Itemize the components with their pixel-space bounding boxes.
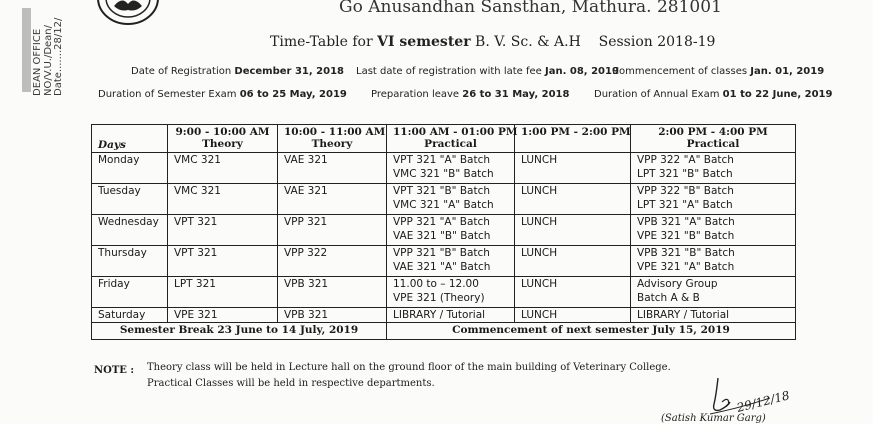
practical-cell (387, 277, 515, 308)
batch-line: VMC 321 "B" Batch (393, 168, 494, 180)
title-semester: VI semester (377, 34, 471, 50)
practical-cell (631, 153, 796, 184)
batch-line: VMC 321 "A" Batch (393, 199, 494, 211)
lunch-cell: LUNCH (515, 153, 631, 184)
column-header-5 (631, 125, 796, 153)
lunch-cell: LUNCH (515, 277, 631, 308)
semester-break: Semester Break 23 June to 14 July, 2019 (92, 323, 387, 340)
note-line-2: Practical Classes will be held in respective departments. (147, 378, 435, 389)
prep-value: 26 to 31 May, 2018 (462, 89, 570, 100)
batch-line: VPB 321 "A" Batch (637, 216, 735, 228)
advisory-line: Batch A & B (637, 292, 700, 304)
advisory-cell (631, 277, 796, 308)
stamp-line-3: Date.......28/12/ (53, 17, 64, 96)
batch-line: VAE 321 "B" Batch (393, 230, 491, 242)
institution-logo (96, 0, 160, 26)
practical-cell (387, 184, 515, 215)
day-cell: Friday (92, 277, 168, 308)
day-cell: Monday (92, 153, 168, 184)
semester-exam-duration (98, 89, 347, 100)
lunch-cell: LUNCH (515, 215, 631, 246)
slot-cell: VMC 321 (168, 153, 278, 184)
column-header-1 (168, 125, 278, 153)
commencement-value: Jan. 01, 2019 (750, 66, 825, 77)
day-cell: Wednesday (92, 215, 168, 246)
lunch-cell: LUNCH (515, 246, 631, 277)
column-header-3 (387, 125, 518, 153)
annual-label: Duration of Annual Exam (594, 89, 720, 100)
library-cell: LIBRARY / Tutorial (631, 308, 796, 323)
timetable-header-row (92, 125, 796, 153)
late-fee-value: Jan. 08, 2019 (545, 66, 619, 77)
table-row (92, 246, 796, 277)
batch-line: VPP 322 "B" Batch (637, 185, 734, 197)
batch-line: VPE 321 "A" Batch (637, 261, 735, 273)
column-header-4 (515, 125, 631, 153)
column-5-time: 2:00 PM - 4:00 PM (658, 126, 768, 138)
break-row (92, 323, 796, 340)
column-header-2 (278, 125, 387, 153)
practical-cell (387, 246, 515, 277)
practical-cell (631, 246, 796, 277)
lunch-cell: LUNCH (515, 184, 631, 215)
table-row (92, 184, 796, 215)
slot-cell: VPP 322 (278, 246, 387, 277)
slot-cell: VMC 321 (168, 184, 278, 215)
dean-office-stamp (22, 0, 64, 98)
institution-line: Go Anusandhan Sansthan, Mathura. 281001 (339, 0, 722, 17)
next-semester: Commencement of next semester July 15, 2019 (387, 323, 796, 340)
commencement-date (612, 66, 824, 77)
exam-value: 06 to 25 May, 2019 (239, 89, 347, 100)
practical-cell (631, 215, 796, 246)
table-row (92, 215, 796, 246)
batch-line: VPT 321 "B" Batch (393, 185, 491, 197)
slot-cell: VPP 321 (278, 215, 387, 246)
slot-cell: VAE 321 (278, 153, 387, 184)
signatory-name: (Satish Kumar Garg) (661, 413, 766, 424)
batch-line: VPE 321 "B" Batch (637, 230, 735, 242)
title-course: B. V. Sc. & A.H (475, 34, 581, 50)
practical-cell (631, 184, 796, 215)
slot-cell: VAE 321 (278, 184, 387, 215)
slot-cell: VPT 321 (168, 215, 278, 246)
slot-cell: VPB 321 (278, 277, 387, 308)
late-fee-date (356, 66, 619, 77)
table-row (92, 277, 796, 308)
table-row (92, 308, 796, 323)
advisory-line: Advisory Group (637, 278, 718, 290)
batch-line: VPP 321 "B" Batch (393, 247, 490, 259)
title-session: Session 2018-19 (598, 34, 716, 50)
theory-line: VPE 321 (Theory) (393, 292, 485, 304)
note-label: NOTE : (94, 365, 135, 376)
stamp-line-1: DEAN OFFICE (32, 28, 43, 96)
days-header: Days (92, 125, 168, 153)
signature-date: 29/12/18 (735, 388, 792, 415)
title-prefix: Time-Table for (270, 34, 373, 50)
registration-value: December 31, 2018 (234, 66, 344, 77)
batch-line: LPT 321 "B" Batch (637, 168, 733, 180)
page-title (270, 34, 715, 50)
slot-cell: VPE 321 (168, 308, 278, 323)
time-line: 11.00 to – 12.00 (393, 278, 479, 290)
annual-value: 01 to 22 June, 2019 (722, 89, 833, 100)
batch-line: VPP 322 "A" Batch (637, 154, 734, 166)
column-3-time: 11:00 AM - 01:00 PM (393, 126, 518, 138)
prep-label: Preparation leave (371, 89, 460, 100)
registration-date (131, 66, 344, 77)
lunch-cell: LUNCH (515, 308, 631, 323)
annual-exam-duration (594, 89, 832, 100)
batch-line: VAE 321 "A" Batch (393, 261, 491, 273)
registration-label: Date of Registration (131, 66, 232, 77)
day-cell: Saturday (92, 308, 168, 323)
column-1-time: 9:00 - 10:00 AM (175, 126, 270, 138)
slot-cell: VPT 321 (168, 246, 278, 277)
practical-cell (387, 153, 515, 184)
batch-line: VPB 321 "B" Batch (637, 247, 735, 259)
slot-cell: VPB 321 (278, 308, 387, 323)
batch-line: LPT 321 "A" Batch (637, 199, 733, 211)
slot-cell: LPT 321 (168, 277, 278, 308)
commencement-label: Commencement of classes (612, 66, 748, 77)
note-line-1: Theory class will be held in Lecture hall on the ground floor of the main building of Veterinary College. (147, 362, 671, 373)
late-fee-label: Last date of registration with late fee (356, 66, 542, 77)
column-3-type: Practical (424, 138, 477, 150)
practical-cell (387, 215, 515, 246)
day-cell: Thursday (92, 246, 168, 277)
timetable (91, 124, 796, 340)
table-row (92, 153, 796, 184)
batch-line: VPT 321 "A" Batch (393, 154, 491, 166)
column-4-time: 1:00 PM - 2:00 PM (521, 126, 631, 138)
column-2-time: 10:00 - 11:00 AM (284, 126, 386, 138)
library-cell: LIBRARY / Tutorial (387, 308, 515, 323)
exam-label: Duration of Semester Exam (98, 89, 237, 100)
stamp-border (22, 8, 31, 92)
stamp-line-2: NO/V.U./Dean/ (43, 24, 54, 96)
batch-line: VPP 321 "A" Batch (393, 216, 490, 228)
preparation-leave (371, 89, 569, 100)
column-2-type: Theory (311, 138, 353, 150)
column-5-type: Practical (686, 138, 740, 150)
column-1-type: Theory (202, 138, 243, 150)
day-cell: Tuesday (92, 184, 168, 215)
